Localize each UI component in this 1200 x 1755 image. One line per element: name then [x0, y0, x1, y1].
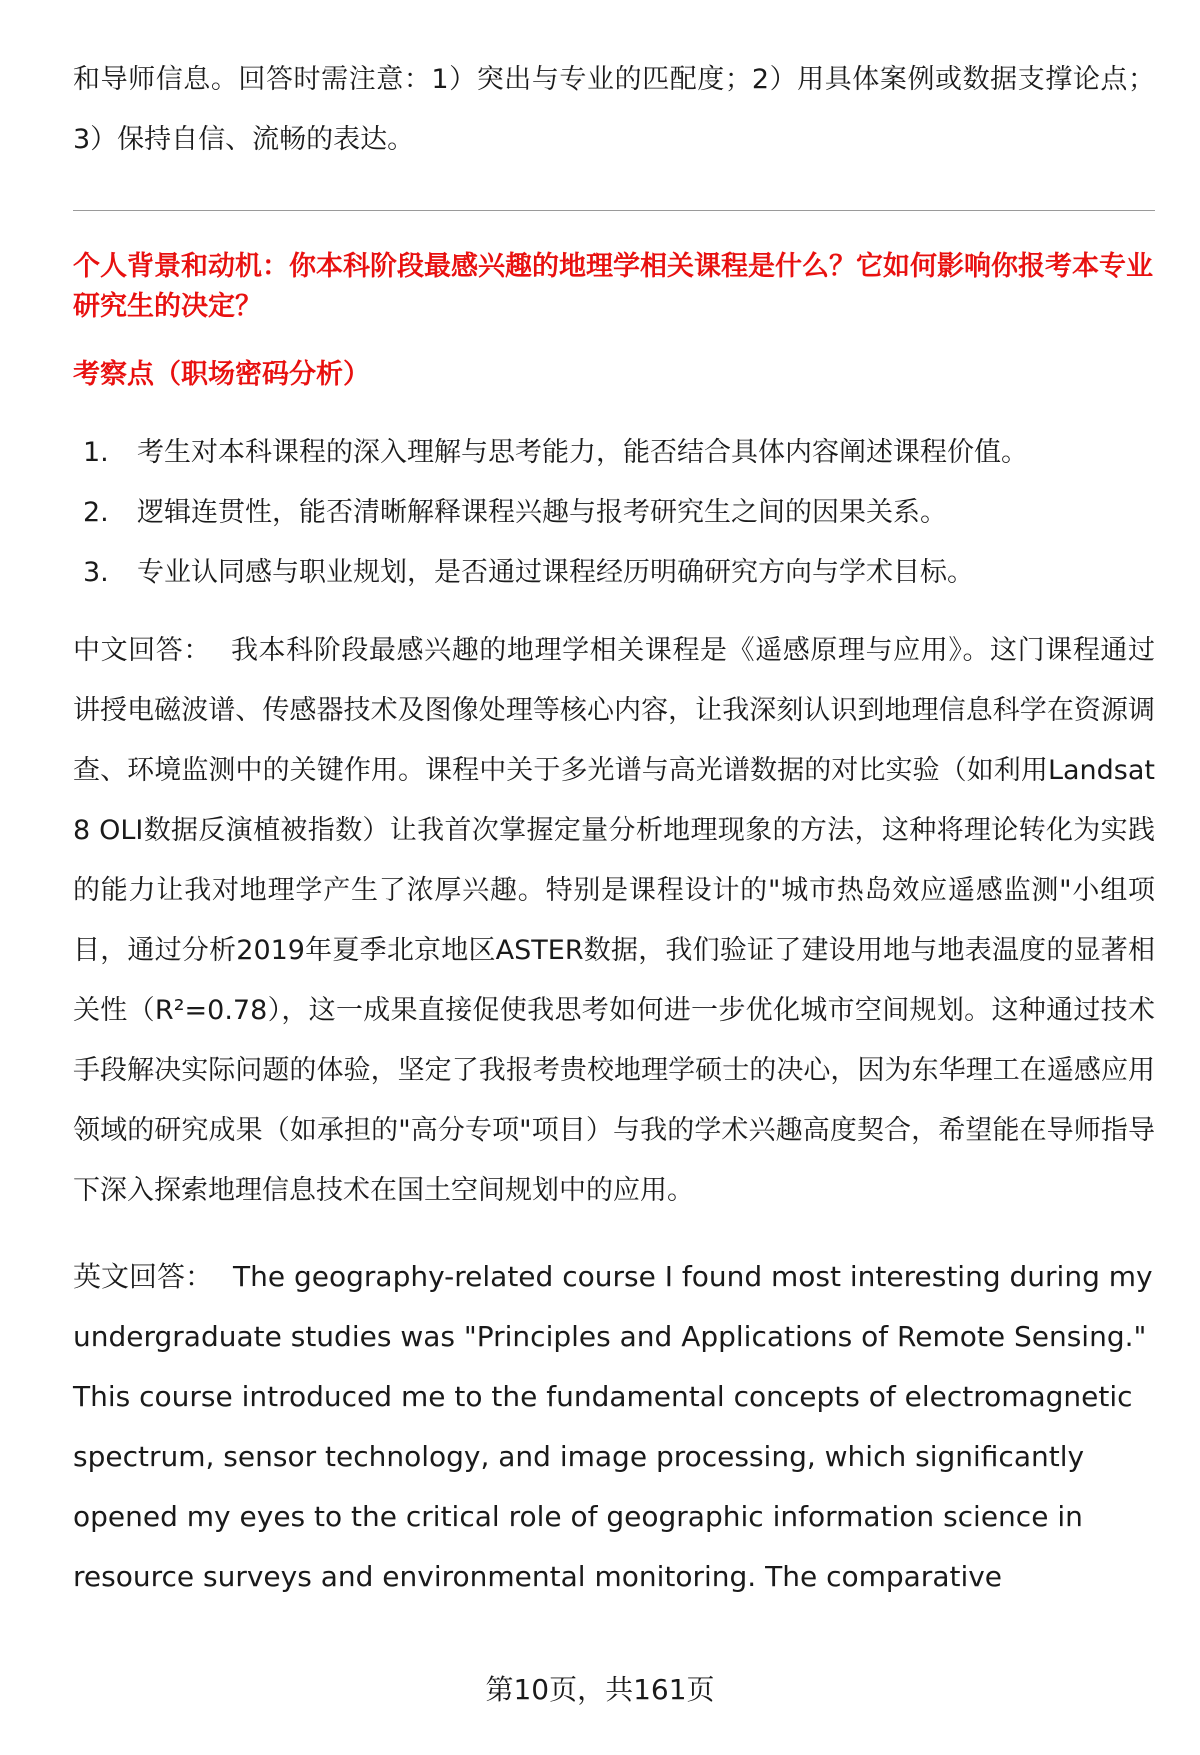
- section-divider: [73, 210, 1155, 211]
- page-number: 第10页，共161页: [485, 1673, 715, 1706]
- assessment-item-text: 专业认同感与职业规划，是否通过课程经历明确研究方向与学术目标。: [137, 557, 974, 588]
- assessment-title: 考察点（职场密码分析）: [73, 359, 370, 390]
- assessment-item-number: 3.: [83, 557, 109, 588]
- answer-chinese-text: 我本科阶段最感兴趣的地理学相关课程是《遥感原理与应用》。这门课程通过讲授电磁波谱、传感器技术及图像处理等核心内容，让我深刻认识到地理信息科学在资源调查、环境监测中的关键作用。课程中关于多光谱与高光谱数据的对比实验（如利用Landsat 8 OLI数据反演植被指数）让我首次掌握定量分析地理现象的方法，这种将理论转化为实践的能力让我对地理学产生了浓厚兴趣。特别是课程设计的"城市热岛效应遥感监测"小组项目，通过分析2019年夏季北京地区ASTER数据，我们验证了建设用地与地表温度的显著相关性（R²=0.78），这一成果直接促使我思考如何进一步优化城市空间规划。这种通过技术手段解决实际问题的体验，坚定了我报考贵校地理学硕士的决心，因为东华理工在遥感应用领域的研究成果（如承担的"高分专项"项目）与我的学术兴趣高度契合，希望能在导师指导下深入探索地理信息技术在国土空间规划中的应用。: [73, 635, 1156, 1206]
- assessment-item-number: 1.: [83, 437, 109, 468]
- answer-chinese-label: 中文回答：: [73, 635, 211, 666]
- document-page: [73, 50, 1155, 1607]
- assessment-list: [73, 423, 1155, 603]
- assessment-item: [73, 483, 1155, 543]
- assessment-item: [73, 423, 1155, 483]
- answer-chinese: [73, 621, 1155, 1221]
- intro-continuation: 和导师信息。回答时需注意：1）突出与专业的匹配度；2）用具体案例或数据支撑论点；3）保持自信、流畅的表达。: [73, 64, 1155, 155]
- assessment-item: [73, 543, 1155, 603]
- answer-english-text: The geography-related course I found most interesting during my undergraduate studies was "Principles and Applications of Remote Sensing." This course introduced me to the fundamental concepts of electromagnetic spectrum, sensor technology, and image processing, which significantly opened my eyes to the critical role of geographic information science in resource surveys and environmental monitoring. The comparative: [73, 1260, 1153, 1593]
- assessment-item-text: 逻辑连贯性，能否清晰解释课程兴趣与报考研究生之间的因果关系。: [137, 497, 947, 528]
- assessment-item-number: 2.: [83, 497, 109, 528]
- assessment-item-text: 考生对本科课程的深入理解与思考能力，能否结合具体内容阐述课程价值。: [137, 437, 1028, 468]
- question-heading: 个人背景和动机：你本科阶段最感兴趣的地理学相关课程是什么？它如何影响你报考本专业研究生的决定？: [73, 251, 1153, 322]
- answer-english-label: 英文回答：: [73, 1260, 214, 1293]
- answer-english: [73, 1247, 1155, 1607]
